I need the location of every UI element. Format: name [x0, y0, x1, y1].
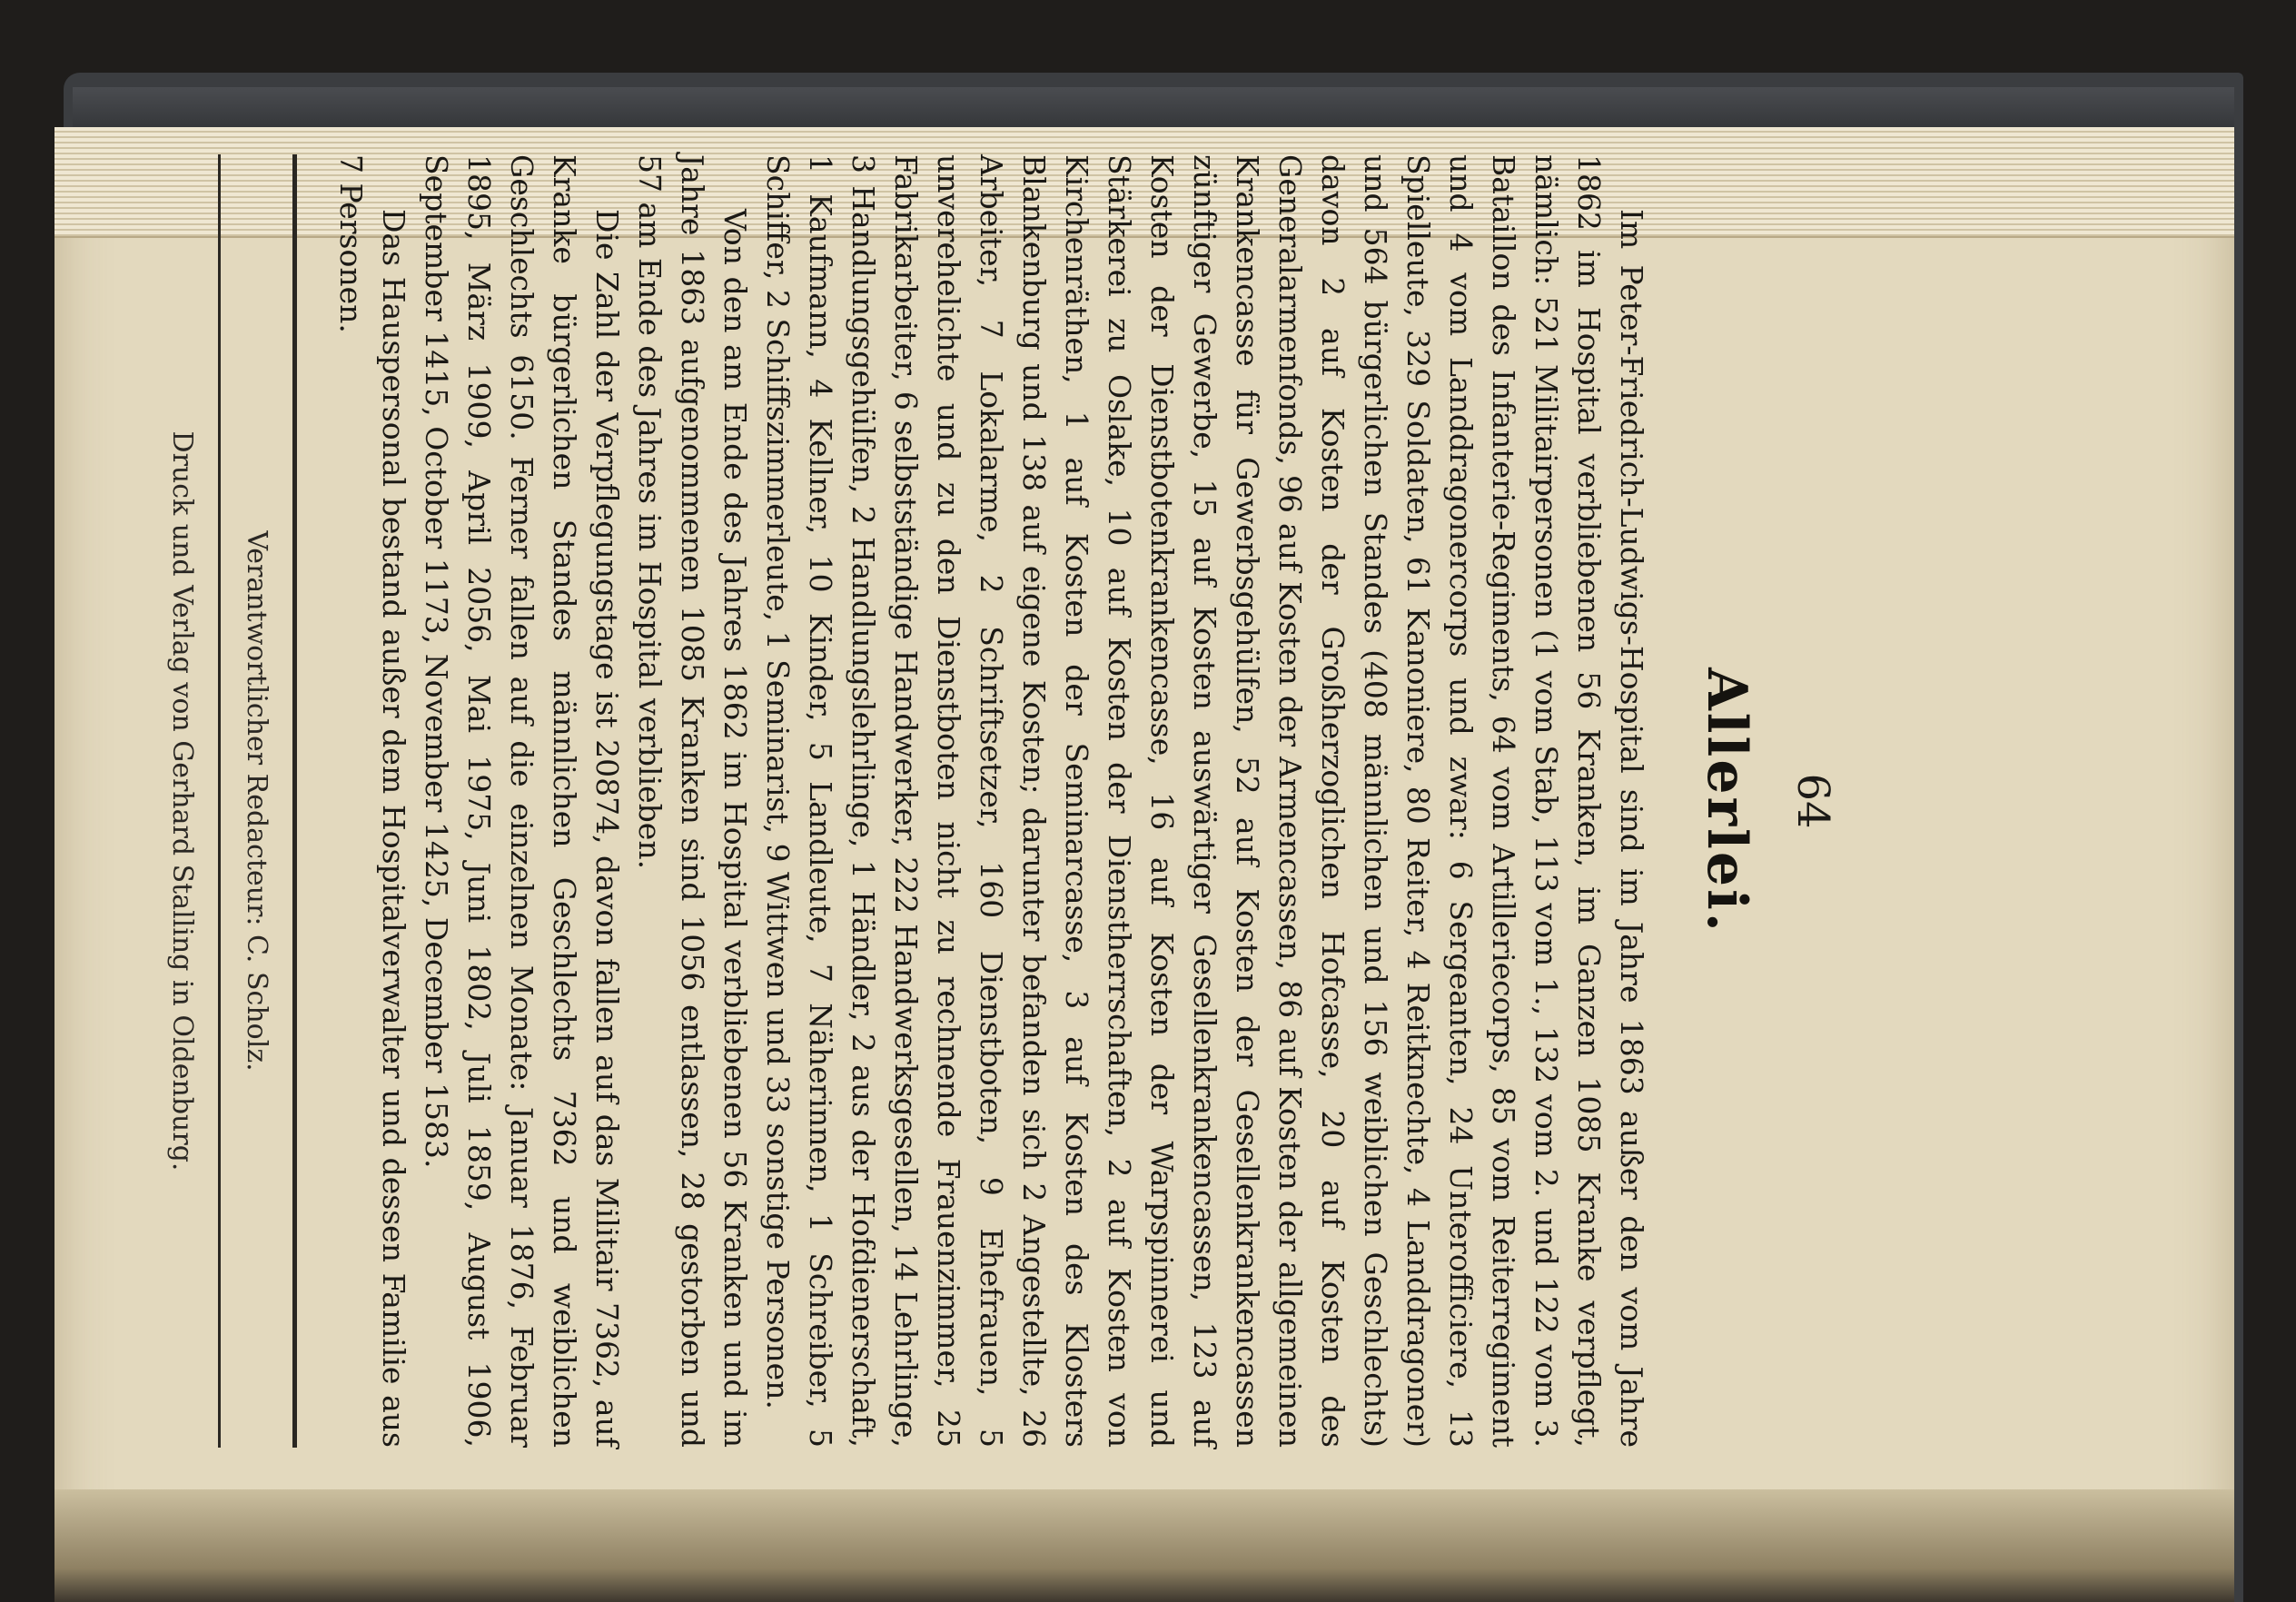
article-body [330, 154, 1653, 1448]
paragraph: Die Zahl der Verpflegungstage ist 20874, davon fallen auf das Militair 7362, auf Kranke bürgerlichen Standes männlichen Geschlechts 7362 und weiblichen Geschlechts 6150. Ferner fallen auf die einzelnen Monate: Januar 1876, Februar 1895, März 1909, April 2056, Mai 1975, Juni 1802, Juli 1859, August 1906, September 1415, October 1173, November 1425, December 1583. [419, 154, 625, 1448]
page-number: 64 [1787, 773, 1838, 829]
paragraph: Von den am Ende des Jahres 1862 im Hospital verbliebenen 56 Kranken und im Jahre 1863 aufgenommenen 1085 Kranken sind 1056 entlassen, 28 gestorben und 57 am Ende des Jahres im Hospital verblieben. [632, 154, 753, 1448]
page-text-block [166, 65, 1875, 1537]
section-heading: Allerlei. [1695, 668, 1758, 934]
divider-thick [292, 154, 297, 1448]
paragraph: Das Hauspersonal bestand außer dem Hospitalverwalter und dessen Familie aus 7 Personen. [333, 154, 411, 1448]
printer-credit: Druck und Verlag von Gerhard Stalling in Oldenburg. [166, 430, 198, 1172]
divider-thin [218, 154, 221, 1448]
paragraph: Im Peter-Friedrich-Ludwigs-Hospital sind im Jahre 1863 außer den vom Jahre 1862 im Hospital verbliebenen 56 Kranken, im Ganzen 1085 Kranke verpflegt, nämlich: 521 Militairpersonen (1 vom Stab, 113 vom 1., 132 vom 2. und 122 vom 3. Bataillon des Infanterie-Regiments, 64 vom Artilleriecorps, 85 vom Reiterregiment und 4 vom Landdragonercorps und zwar: 6 Sergeanten, 24 Unterofficiere, 13 Spielleute, 329 Soldaten, 61 Kanoniere, 80 Reiter, 4 Reitknechte, 4 Landdragoner) und 564 bürgerlichen Standes (408 männlichen und 156 weiblichen Geschlechts) davon 2 auf Kosten der Großherzoglichen Hofcasse, 20 auf Kosten des Generalarmenfonds, 96 auf Kosten der Armencassen, 86 auf Kosten der allgemeinen Krankencasse für Gewerbsgehülfen, 52 auf Kosten der Gesellenkrankencassen zünftiger Gewerbe, 15 auf Kosten auswärtiger Gesellenkrankencassen, 123 auf Kosten der Dienstbotenkrankencasse, 16 auf Kosten der Warpspinnerei und Stärkerei zu Oslake, 10 auf Kosten der Dienstherrschaften, 2 auf Kosten von Kirchenräthen, 1 auf Kosten der Seminarcasse, 3 auf Kosten des Klosters Blankenburg und 138 auf eigene Kosten; darunter befanden sich 2 Angestellte, 26 Arbeiter, 7 Lokalarme, 2 Schriftsetzer, 160 Dienstboten, 9 Ehefrauen, 5 unverehelichte und zu den Dienstboten nicht zu rechnende Frauenzimmer, 25 Fabrikarbeiter, 6 selbstständige Handwerker, 222 Handwerksgesellen, 14 Lehrlinge, 3 Handlungsgehülfen, 2 Handlungslehrlinge, 1 Händler, 2 aus der Hofdienerschaft, 1 Kaufmann, 4 Kellner, 10 Kinder, 5 Landleute, 7 Näherinnen, 1 Schreiber, 5 Schiffer, 2 Schiffszimmerleute, 1 Seminarist, 9 Wittwen und 33 sonstige Personen. [760, 154, 1649, 1448]
editor-credit: Verantwortlicher Redacteur: C. Scholz. [241, 530, 272, 1072]
